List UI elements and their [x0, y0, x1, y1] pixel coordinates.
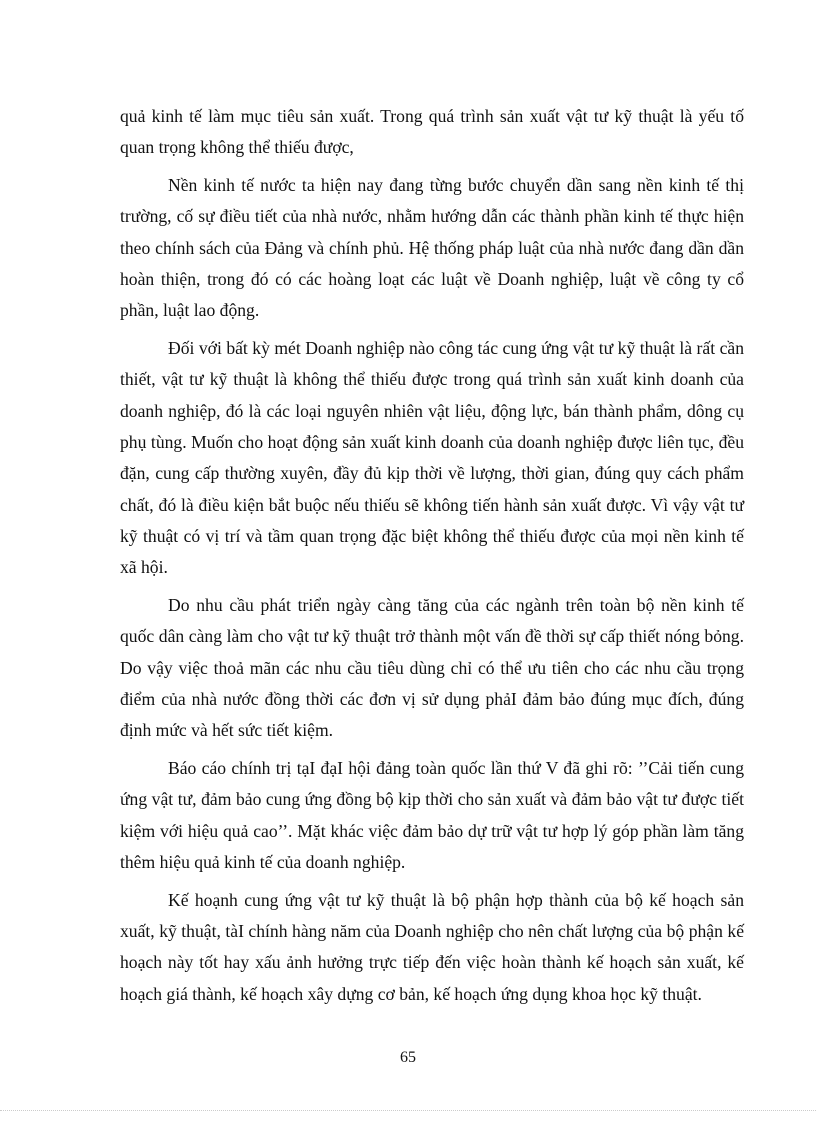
paragraph-3: Đối với bất kỳ mét Doanh nghiệp nào công tác cung ứng vật tư kỹ thuật là rất cần thiết, vật tư kỹ thuật là không thể thiếu được trong quá trình sản xuất kinh doanh của doanh nghiệp, đó là các loại nguyên nhiên vật liệu, động lực, bán thành phẩm, dông cụ phụ tùng. Muốn cho hoạt động sản xuất kinh doanh của doanh nghiệp được liên tục, đều đặn, cung cấp thường xuyên, đầy đủ kịp thời về lượng, thời gian, đúng quy cách phẩm chất, đó là điều kiện bắt buộc nếu thiếu sẽ không tiến hành sản xuất được. Vì vậy vật tư kỹ thuật có vị trí và tầm quan trọng đặc biệt không thể thiếu được của mọi nền kinh tế xã hội. — [120, 338, 744, 578]
paragraph-1: quả kinh tế làm mục tiêu sản xuất. Trong quá trình sản xuất vật tư kỹ thuật là yếu tố quan trọng không thể thiếu được, — [120, 106, 744, 158]
page-bottom-divider — [0, 1110, 816, 1111]
paragraph-4: Do nhu cầu phát triển ngày càng tăng của các ngành trên toàn bộ nền kinh tế quốc dân càng làm cho vật tư kỹ thuật trở thành một vấn đề thời sự cấp thiết nóng bỏng. Do vậy việc thoả mãn các nhu cầu tiêu dùng chỉ có thể ưu tiên cho các nhu cầu trọng điểm của nhà nước đồng thời các đơn vị sử dụng phảI đảm bảo đúng mục đích, đúng định mức và hết sức tiết kiệm. — [120, 594, 744, 741]
paragraph-5: Báo cáo chính trị tạI đạI hội đảng toàn quốc lần thứ V đã ghi rõ: ’’Cải tiến cung ứng vật tư, đảm bảo cung ứng đồng bộ kịp thời cho sản xuất và đảm bảo vật tư được tiết kiệm với hiệu quả cao’’. Mặt khác việc đảm bảo dự trữ vật tư hợp lý góp phần làm tăng thêm hiệu quả kinh tế của doanh nghiệp. — [120, 757, 744, 872]
page-number: 65 — [400, 1049, 416, 1066]
paragraph-6: Kế hoạnh cung ứng vật tư kỹ thuật là bộ phận hợp thành của bộ kế hoạch sản xuất, kỹ thuật, tàI chính hàng năm của Doanh nghiệp cho nên chất lượng của bộ phận kế hoạch này tốt hay xấu ảnh hưởng trực tiếp đến việc hoàn thành kế hoạch sản xuất, kế hoạch giá thành, kế hoạch xây dựng cơ bản, kế hoạch ứng dụng khoa học kỹ thuật. — [120, 889, 744, 1004]
document-body — [120, 101, 744, 1010]
paragraph-2: Nền kinh tế nước ta hiện nay đang từng bước chuyển dần sang nền kinh tế thị trường, cố sự điều tiết của nhà nước, nhằm hướng dẫn các thành phần kinh tế thực hiện theo chính sách của Đảng và chính phủ. Hệ thống pháp luật của nhà nước đang dần dần hoàn thiện, trong đó có các hoàng loạt các luật về Doanh nghiệp, luật về công ty cổ phần, luật lao động. — [120, 175, 744, 321]
